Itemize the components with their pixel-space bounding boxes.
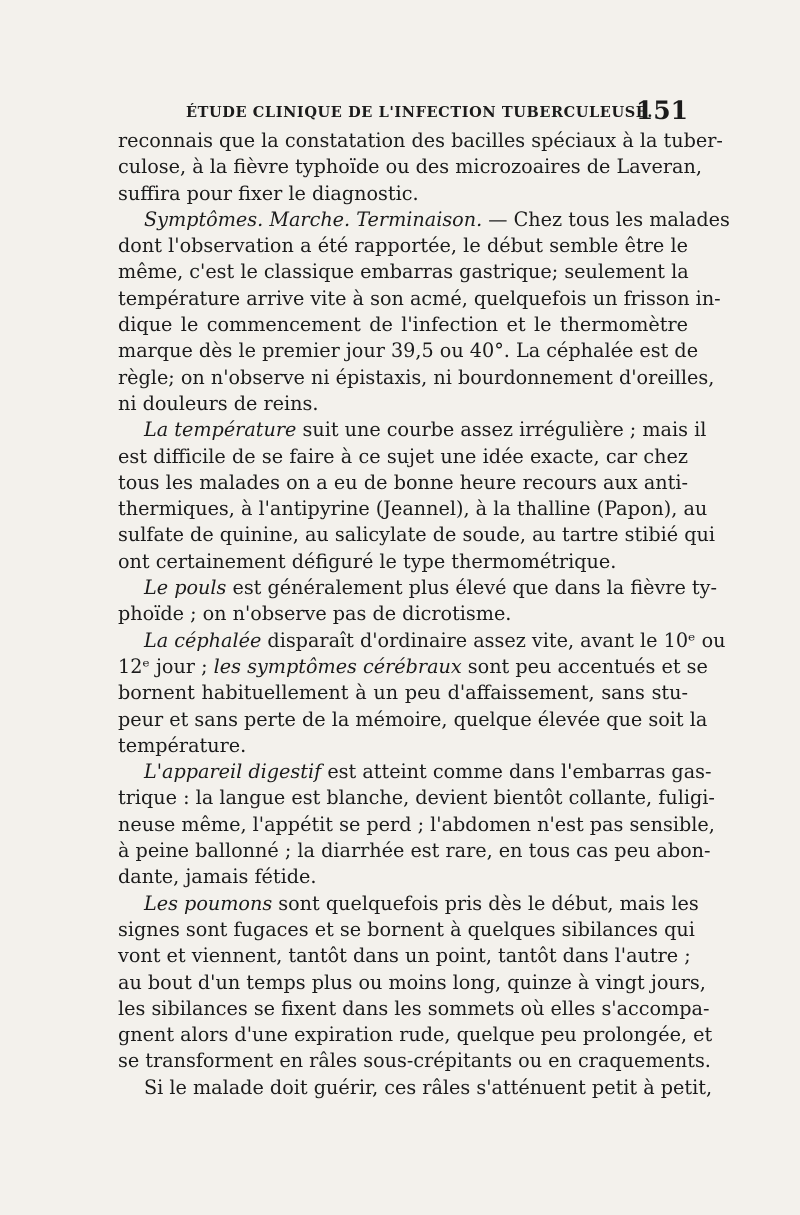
italic-run: Le pouls	[144, 576, 227, 600]
italic-run: La céphalée	[144, 628, 262, 652]
italic-run: Symptômes. Marche. Terminaison.	[144, 207, 483, 231]
italic-run: Les poumons	[144, 891, 273, 915]
text-line: dique le commencement de l'infection et le thermomètre	[118, 313, 688, 337]
italic-run: L'appareil digestif	[144, 760, 322, 784]
text-line: est difficile de se faire à ce sujet une idée exacte, car chez	[118, 444, 688, 468]
page-number: 151	[635, 96, 688, 125]
text-line: neuse même, l'appétit se perd ; l'abdomen n'est pas sensible,	[118, 812, 715, 836]
text-line: marque dès le premier jour 39,5 ou 40°. La céphalée est de	[118, 339, 699, 363]
text-line: température.	[118, 733, 247, 757]
running-header	[118, 96, 688, 126]
text-line: Les poumons sont quelquefois pris dès le début, mais les	[144, 891, 699, 915]
text-line: même, c'est le classique embarras gastrique; seulement la	[118, 260, 689, 284]
text-line: peur et sans perte de la mémoire, quelque élevée que soit la	[118, 707, 708, 731]
text-line: se transforment en râles sous-crépitants ou en craquements.	[118, 1049, 711, 1073]
text-line: reconnais que la constatation des bacilles spéciaux à la tuber-	[118, 129, 723, 152]
text-line: température arrive vite à son acmé, quelquefois un frisson in-	[118, 286, 721, 310]
text-line: tous les malades on a eu de bonne heure recours aux anti-	[118, 470, 688, 494]
text-line: Symptômes. Marche. Terminaison. — Chez tous les malades	[144, 207, 730, 231]
text-line: thermiques, à l'antipyrine (Jeannel), à la thalline (Papon), au	[118, 497, 708, 521]
text-line: ni douleurs de reins.	[118, 391, 319, 415]
text-line: Le pouls est généralement plus élevé que dans la fièvre ty-	[144, 576, 717, 600]
text-line: 12ᵉ jour ; les symptômes cérébraux sont peu accentués et se	[118, 654, 708, 678]
text-line: vont et viennent, tantôt dans un point, tantôt dans l'autre ;	[118, 944, 691, 968]
text-line: gnent alors d'une expiration rude, quelque peu prolongée, et	[118, 1023, 713, 1047]
text-line: règle; on n'observe ni épistaxis, ni bourdonnement d'oreilles,	[118, 365, 715, 389]
text-line: ont certainement défiguré le type thermométrique.	[118, 549, 617, 573]
italic-run: les symptômes cérébraux	[213, 654, 462, 678]
text-line: les sibilances se fixent dans les sommets où elles s'accompa-	[118, 996, 710, 1020]
running-title: ÉTUDE CLINIQUE DE L'INFECTION TUBERCULEUSE.	[186, 104, 654, 121]
text-line: Si le malade doit guérir, ces râles s'atténuent petit à petit,	[144, 1075, 713, 1099]
text-line: suffira pour fixer le diagnostic.	[118, 181, 419, 205]
text-line: dont l'observation a été rapportée, le début semble être le	[118, 234, 688, 258]
text-line: La céphalée disparaît d'ordinaire assez vite, avant le 10ᵉ ou	[144, 628, 726, 652]
body-text	[118, 128, 730, 1101]
text-line: au bout d'un temps plus ou moins long, quinze à vingt jours,	[118, 970, 706, 994]
text-line: La température suit une courbe assez irrégulière ; mais il	[144, 418, 707, 442]
text-line: dante, jamais fétide.	[118, 865, 317, 889]
text-line: sulfate de quinine, au salicylate de soude, au tartre stibié qui	[118, 523, 715, 547]
text-line: culose, à la fièvre typhoïde ou des microzoaires de Laveran,	[118, 155, 702, 179]
text-line: trique : la langue est blanche, devient bientôt collante, fuligi-	[118, 786, 715, 810]
text-line: bornent habituellement à un peu d'affaissement, sans stu-	[118, 681, 688, 705]
text-line: à peine ballonné ; la diarrhée est rare, en tous cas peu abon-	[118, 839, 711, 863]
text-line: phoïde ; on n'observe pas de dicrotisme.	[118, 602, 512, 626]
text-line: L'appareil digestif est atteint comme dans l'embarras gas-	[144, 760, 712, 784]
text-line: signes sont fugaces et se bornent à quelques sibilances qui	[118, 917, 695, 941]
italic-run: La température	[144, 418, 297, 442]
